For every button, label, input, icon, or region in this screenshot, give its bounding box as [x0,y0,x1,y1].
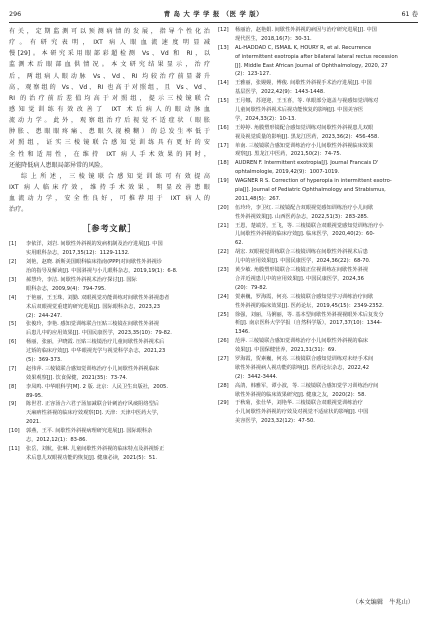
reference-line: 单南. 三棱镜联合感知觉训练治疗小儿间歇性外斜视临床效果 [235,142,374,149]
reference-number: [5] [9,321,17,328]
reference-item [9,258,210,276]
reference-item [218,222,419,249]
reference-line: WAGNER R S. Correction of hyperopia in intermittent exotro- [235,178,392,185]
reference-line: 徐强，刘丽，马俐丽，等. 基本型间歇性外斜视视眼外术后复发分 [235,311,384,318]
body-text [9,26,210,215]
journal-title: 青 岛 大 学 学 报 （医 学 版） [163,10,264,18]
reference-line: 效果[J]. 中国保健营养，2021,31(31)：69. [235,347,337,354]
reference-line: 郝慧玲，李洁. 间歇性外斜视术治疗探讨[J]. 国际 [26,276,137,283]
right-column [218,26,419,426]
reference-line: 过矫的临床疗效[J]. 中华眼视光学与视觉科学杂志，2021,23 [26,348,166,355]
reference-item [218,204,419,222]
reference-item [218,44,419,80]
body-text-line: 治疗。 [9,206,28,214]
reference-text [235,177,419,204]
body-text-line: 感知觉训练有效改善了 IXT 术后病人的眼动脉血 [9,105,210,113]
reference-item [9,427,210,445]
reference-line: pia[J]. Journal of Pediatric Ophthalmology and Strabismus, [235,187,386,194]
reference-item [9,294,210,321]
reference-item [218,311,419,338]
reference-line: 89-95. [26,392,43,399]
reference-text [26,276,210,294]
reference-number: [4] [9,294,17,301]
reference-line: 后患儿中的应用效果[J]. 中国民康医学，2023,35(10)：79-82. [26,330,172,337]
reference-line: 杨丽治，赵艳娟. 间歇性外斜视的病因与治疗研究进展[J]. 中国 [235,27,377,33]
reference-text [235,355,419,382]
reference-line: 儿中的应用效果[J]. 中国民康医学，2024,36(22)：68-70. [235,258,371,265]
reference-item [218,142,419,160]
reference-text [235,26,419,44]
reference-item [9,320,210,338]
reference-line: 伍玲玲，李卫红. 三棱镜配合双眼视觉感知训练治疗小儿间歇 [235,204,374,211]
reference-line: 眼科杂志，2009,9(4)：794-795. [26,285,106,292]
reference-line: 观察[J]. 黑龙江中医药，2021,50(2)：74-75. [235,151,342,158]
reference-item [9,365,210,383]
body-text-line: IXT 病人临床疗效，维持手术效果，明显改善患眼 [9,183,210,191]
reference-line: (2)：3442-3444. [235,373,278,380]
reference-number: [22] [218,249,229,256]
reference-line: 小儿间歇性外斜视的疗效及对视觉不适症状的影响[J]. 中国 [235,409,369,416]
reference-text [235,222,419,249]
reference-text [235,204,419,222]
reference-number: [20] [218,204,229,211]
volume-label: 61 卷 [401,10,418,18]
reference-text [26,320,210,338]
reference-text [235,399,419,426]
running-header [9,10,418,20]
reference-text [235,97,419,124]
reference-number: [15] [218,98,229,105]
body-text-line: 对照组，证实三棱镜联合感知觉训练具有更好的安 [9,139,210,147]
reference-number: [18] [218,160,229,167]
reference-number: [28] [218,382,229,389]
references-left [9,240,210,462]
body-text-line: 血流动力学，安全性良好，可推荐用于 IXT 病人的 [9,195,210,203]
reference-line: 王婷婷. 角膜塑形镜配合感知觉训练对间歇性外斜视患儿双眼 [235,124,374,131]
reference-item [218,159,419,177]
reference-item [218,293,419,311]
reference-line: (2)：123-127. [235,71,271,78]
reference-line: 志，2012,12(1)：83-86. [26,436,88,443]
reference-line: 张岳，刘航，张琳. 儿童间歇性外斜视的临床特点及斜视矫正 [26,445,165,452]
reference-line: 胡宏. 双眼视觉训练联合三棱镜训练在间歇性外斜视术后患 [235,249,368,256]
reference-item [9,383,210,401]
reference-number: [13] [218,44,229,51]
reference-line: (5)：369-373. [26,356,62,363]
body-text-line: 高，观察组的 Vs、Vd、RI 也高于对照组，且 Vs、Vd、 [9,83,210,91]
reference-line: 高鸽，韩雅军，谭小波，等. 三棱镜联合感知觉学习训练治疗间 [235,382,379,389]
reference-number: [27] [218,355,229,362]
reference-item [218,399,419,426]
reference-line: 罗海霞，贺素巍，何亮. 三棱镜联合感知觉训练对未经手术间 [235,355,374,362]
reference-line: 范萍. 三棱镜联合感知觉训练治疗小儿间歇性外斜视的临床 [235,338,368,345]
reference-line: 基层医学，2022,42(9)：1443-1448. [235,89,325,96]
reference-line: 效果观察[J]. 饮食保健，2021(35)：73-74. [26,374,128,381]
reference-line: 儿童间歇性外斜视术后视功能恢复的影响[J]. 中国美容医 [235,107,364,114]
reference-number: [9] [9,401,17,408]
reference-line: 杨丽，张丽，尹晓霞. 压贴三棱镜治疗儿童间歇性外斜视术后 [26,339,165,346]
reference-line: 王月娜，苏迎迎，王玉喜，等. 单眼部分遮盖与视感知觉训练对 [235,98,379,105]
reference-line: 刘艳，赵晓. 新斯美国眼科临床指南(PPP)对间歇性外斜视诊 [26,259,163,266]
reference-line: ophtalmologie, 2019,42(9)：1007-1019. [235,169,340,176]
reference-number: [16] [218,124,229,131]
reference-item [218,79,419,97]
reference-text [26,445,210,463]
reference-text [26,427,210,445]
reference-text [235,293,419,311]
reference-number: [1] [9,241,17,248]
reference-line: (20)：79-82. [235,284,268,291]
reference-item [9,445,210,463]
reference-line: 合并近视患儿中的应用效果[J]. 中国民康医学，2024,36 [235,275,364,282]
reference-line: 2011,48(5)：267. [235,195,281,202]
reference-text [235,159,419,177]
reference-text [235,248,419,266]
reference-line: 郭燕，王平. 间歇性外斜视病理研究进展[J]. 国际眼科杂 [26,428,153,435]
reference-number: [21] [218,222,229,229]
reference-line: 贺素巍，罗海霞，何亮. 三棱镜联合感知觉学习训练治疗间歇 [235,293,374,300]
body-text-line: RI 的治疗前后差值均高于对照组，提示三棱镜联合 [9,94,210,102]
reference-line: 2021. [26,419,41,426]
reference-text [235,266,419,293]
reference-number: [23] [218,267,229,274]
body-text-line: 肿胀、患眼眼疼痛、患眼久视模糊）的总发生率低于 [9,128,210,136]
reference-number: [11] [9,445,20,452]
reference-text [26,365,210,383]
body-text-line: 慢[29]。本研究采用眼部彩超检测 Vs、Vd 和 RI，以 [9,50,210,58]
reference-line: 62. [235,240,244,247]
reference-text [26,240,210,258]
reference-line: AUDREN F. Intermittent exotropia[J]. Journal Francais D' [235,160,379,167]
reference-item [218,248,419,266]
reference-number: [6] [9,339,17,346]
editor-note: （本文编辑 牛兆山） [352,599,414,606]
reference-number: [25] [218,311,229,318]
reference-line: 1346. [235,329,250,336]
reference-item [218,382,419,400]
reference-item [218,124,419,142]
reference-text [235,142,419,160]
reference-line: 视及视觉质量的影响[J]. 黑龙江医药，2023,36(2)：456-458. [235,133,379,140]
reference-text [235,382,419,400]
reference-line: 王恩，楚端芳，王飞，等. 三棱镜联合双眼视觉感知觉训练治疗小 [235,222,384,229]
reference-text [235,311,419,338]
reference-number: [24] [218,293,229,300]
reference-line: 性外斜视效果[J]. 山西医药杂志，2022,51(3)：283-285. [235,213,369,220]
reference-number: [29] [218,400,229,407]
reference-number: [2] [9,259,17,266]
body-text-line: 综上所述，三棱镜联合感知觉训练可有效提高 [21,172,210,180]
reference-line: 析[J]. 南京医科大学学报（自然科学版），2017,37(10)：1344- [235,320,382,327]
reference-text [235,79,419,97]
reference-line: 陈世君. 正容汤合六君子汤加减联合针刺治疗风痰阻络型后 [26,401,159,408]
reference-item [218,355,419,382]
reference-line: 性外斜视的临床效果[J]. 医药论坛，2019,45(15)：2349-2352. [235,302,384,309]
reference-line: 黄少敏. 角膜塑形镜联合三棱镜正位视训练在间歇性外斜视 [235,267,368,274]
reference-line: 术后双眼视觉重建的研究进展[J]. 国际眼科杂志，2023,23 [26,303,161,310]
left-column [9,26,210,463]
reference-line: 李依洋，刘岩. 间歇性外斜视的发病机制及治疗进展[J]. 中国 [26,241,163,248]
reference-line: 张俊玲，李艳. 感知觉训练联合压贴三棱镜在间歇性外斜视 [26,321,159,328]
reference-line: 现代医生，2018,16(7)：30-31. [235,35,312,42]
reference-line: AL-HADDAD C, ISMAIL K, HOURY R, et al. Recurrence [235,44,372,51]
reference-text [235,337,419,355]
reference-line: 实用眼科杂志，2017,35(12)：1129-1132. [26,250,130,257]
reference-text [235,44,419,80]
reference-number: [3] [9,276,17,283]
reference-number: [12] [218,27,229,33]
reference-line: 学，2024,33(2)：10-13. [235,115,297,122]
reference-text [26,258,210,276]
reference-line: [J]. Middle East African Journal of Ophthalmology, 2020, 27 [235,62,388,69]
reference-line: 李凤鸣. 中华眼科学[M]. 2 版. 北京：人民卫生出版社，2005. [26,383,168,390]
body-text-line: 流动力学。此外，观察组治疗后视觉不适症状（眼胀 [9,117,210,125]
page-number: 296 [9,10,22,18]
reference-item [9,276,210,294]
reference-number: [19] [218,178,229,185]
reference-item [218,97,419,124]
reference-line: 治的指导及解读[J]. 中国斜视与小儿眼科杂志，2019,19(1)：6-8. [26,268,178,275]
reference-text [26,383,210,401]
reference-text [26,400,210,427]
body-text-line: 监测术后眼部血供情况。本文研究结果显示，治疗 [9,61,210,69]
reference-line: 歇性外斜视病人视功能的影响[J]. 医药论坛杂志，2022,42 [235,364,370,371]
reference-line: 歇性外斜视的临床效果研究[J]. 健康之友，2020(2)：58. [235,391,367,398]
body-text-line: 有关，定期监测可以预测病情的发展，指导个性化治 [9,28,210,35]
reference-text [235,124,419,142]
reference-line: 于艳丽，王玉珠，刘勤. 双眼视觉功能训练对间歇性外斜视患者 [26,294,170,301]
reference-line: 天麻痹性斜视的临床疗效观察[D]. 天津：天津中医药大学， [26,410,162,417]
reference-text [26,294,210,321]
header-rule [9,22,418,23]
reference-item [218,177,419,204]
references-right [218,26,419,426]
reference-item [218,337,419,355]
reference-item [9,400,210,427]
reference-line: 术后患儿双眼视功能的恢复[J]. 健康必读，2021(5)：51. [26,454,158,461]
reference-number: [10] [9,428,20,435]
reference-number: [8] [9,383,17,390]
reference-number: [17] [218,142,229,149]
reference-item [218,26,419,44]
reference-number: [26] [218,338,229,345]
reference-number: [7] [9,365,17,372]
body-text-line: 全性和适用性，在维持 IXT 病人手术效果的同时， [9,150,210,158]
reference-text [26,338,210,365]
body-text-line: 还能降低病人患眼局部异常的风险。 [9,161,107,169]
reference-item [9,240,210,258]
reference-item [9,338,210,365]
reference-line: (2)：244-247. [26,312,62,319]
body-text-line: 后，两组病人眼动脉 Vs、Vd、RI 均较治疗前显著升 [9,72,210,80]
reference-line: 于秋菊，张仕华，刘艳华. 三棱镜联合双眼视觉训练治疗 [235,400,363,407]
reference-line: 儿间歇性外斜视的临床疗效[J]. 临床医学，2020,40(2)：60- [235,231,375,238]
reference-line: 赵伟萍. 三棱镜联合感知觉训练治疗小儿间歇性外斜视临床 [26,365,159,372]
reference-item [218,266,419,293]
references-title: ［参考文献］ [82,224,137,234]
body-text-line: 疗。有研究表明，IXT 病人眼血流速度明显减 [9,39,210,47]
reference-line: 美容医学，2023,32(12)：47-50. [235,418,315,425]
reference-line: of intermittent exotropia after bilateral lateral rectus recession [235,53,398,60]
reference-number: [14] [218,80,229,87]
reference-line: 王雅丽，张嫚嫚，傅俊. 间歇性外斜视手术治疗进展[J]. 中国 [235,80,372,87]
